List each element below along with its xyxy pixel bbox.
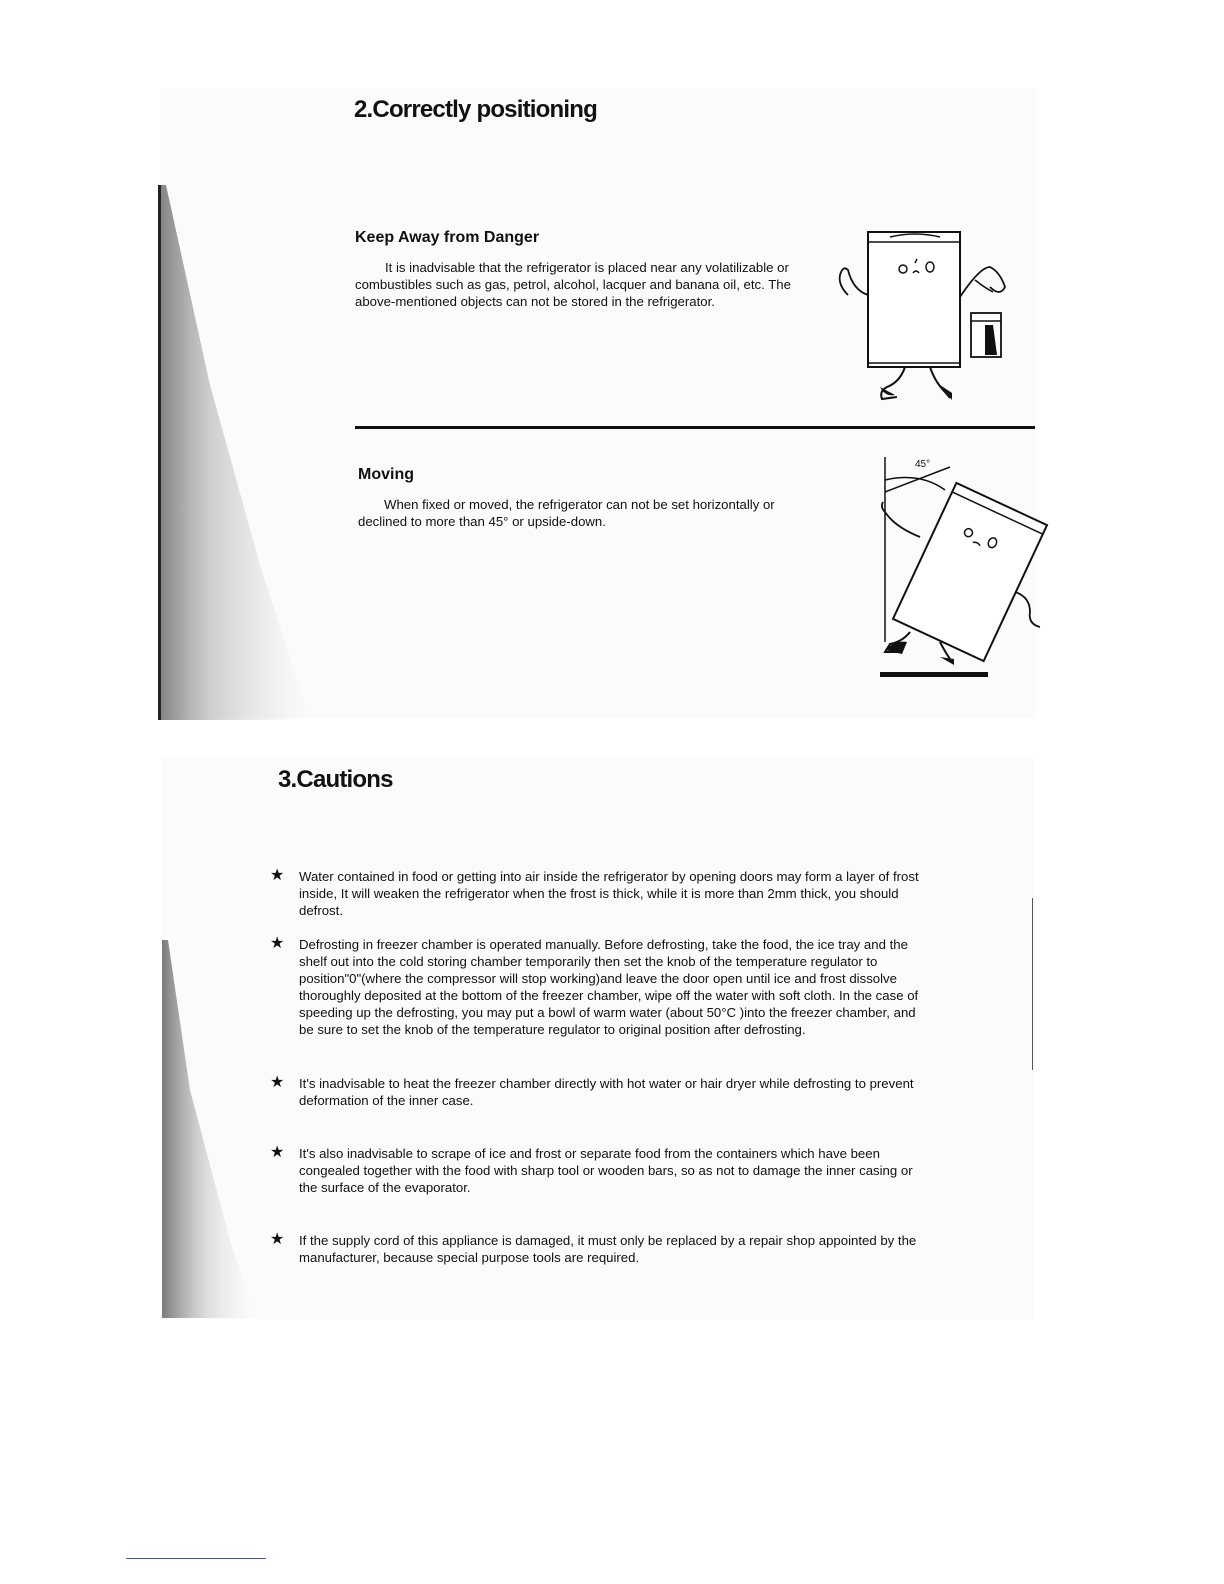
caution-text: It's inadvisable to heat the freezer chamber directly with hot water or hair dryer while defrosting to prevent deformation of the inner case. [299, 1076, 914, 1108]
scan-noise-top [150, 185, 310, 725]
star-bullet-icon: ★ [270, 1074, 285, 1091]
star-bullet-icon: ★ [270, 935, 285, 952]
caution-text: It's also inadvisable to scrape of ice and frost or separate food from the containers which have been congealed together with the food with sharp tool or wooden bars, so as not to damage the inner casing or the surface of the evaporator. [299, 1146, 913, 1195]
angle-label: 45° [915, 459, 931, 470]
paragraph-danger: It is inadvisable that the refrigerator is placed near any volatilizable or combustibles such as gas, petrol, alcohol, lacquer and banana oil, etc. The above-mentioned objects can not be stored in the refrigerator. [355, 260, 791, 310]
star-bullet-icon: ★ [270, 1144, 285, 1161]
caution-text: If the supply cord of this appliance is damaged, it must only be replaced by a repair shop appointed by the manufacturer, because special purpose tools are required. [299, 1233, 917, 1265]
section-title-cautions: 3.Cautions [278, 766, 393, 793]
section-title-positioning: 2.Correctly positioning [354, 96, 597, 123]
caution-text: Water contained in food or getting into air inside the refrigerator by opening doors may form a layer of frost inside, It will weaken the refrigerator when the frost is thick, while it is more than 2mm thick, you should defrost. [299, 869, 919, 918]
heading-moving: Moving [358, 466, 414, 483]
footnote-separator [126, 1558, 266, 1559]
scan-noise-bottom [160, 940, 260, 1340]
star-bullet-icon: ★ [270, 1231, 285, 1248]
caution-item [270, 936, 930, 1066]
section-divider [355, 426, 1035, 429]
caution-item [270, 868, 930, 928]
heading-keep-away-from-danger: Keep Away from Danger [355, 229, 540, 246]
caution-item [270, 1075, 930, 1115]
paragraph-moving: When fixed or moved, the refrigerator can not be set horizontally or declined to more than 45° or upside-down. [358, 497, 775, 530]
fridge-near-combustibles-illustration [835, 225, 1015, 405]
caution-item [270, 1145, 930, 1205]
caution-item [270, 1232, 930, 1272]
scan-edge-line [1032, 898, 1033, 1070]
tilted-fridge-illustration [870, 452, 1040, 682]
caution-text: Defrosting in freezer chamber is operated manually. Before defrosting, take the food, the ice tray and the shelf out into the cold storing chamber temporarily then set the knob of the temperature regulator to position"0"(where the compressor will stop working)and leave the door open until ice and frost dissolve thoroughly deposited at the bottom of the freezer chamber, wipe off the water with soft cloth. In the case of speeding up the defrosting, you may put a bowl of warm water (about 50°C )into the freezer chamber, and be sure to set the knob of the temperature regulator to original position after defrosting. [299, 937, 919, 1037]
star-bullet-icon: ★ [270, 867, 285, 884]
